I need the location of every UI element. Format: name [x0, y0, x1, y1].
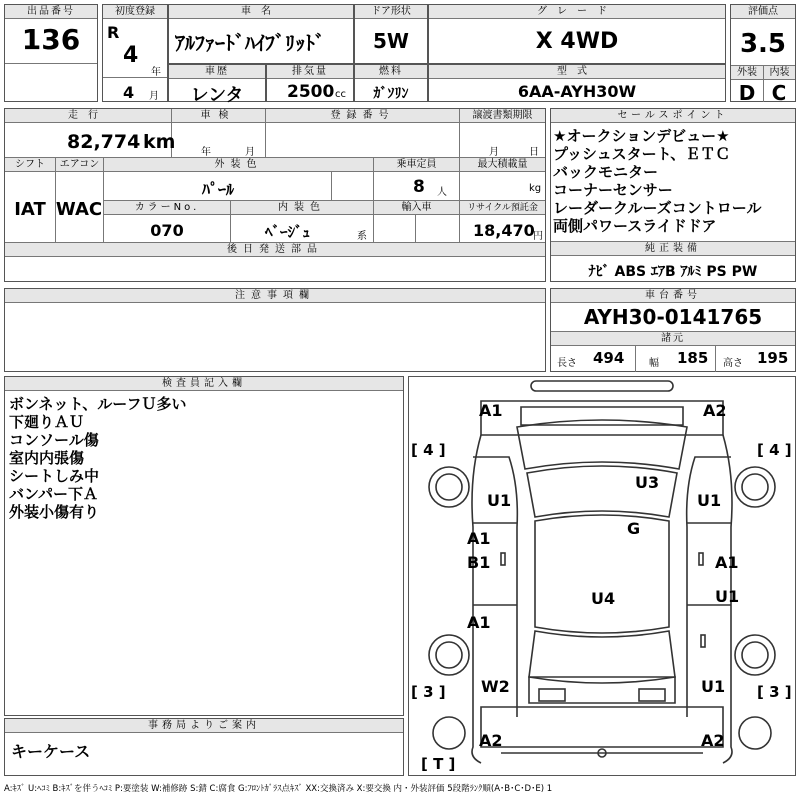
- mark-a1-front-left: A1: [479, 401, 503, 420]
- mark-a2-rear-right: A2: [701, 731, 725, 750]
- displacement-label: 排気量: [267, 65, 353, 79]
- inspector-line: 室内内張傷: [9, 449, 85, 467]
- reg-no-label: 登録番号: [265, 109, 459, 123]
- color-no-label: カラーNo.: [104, 201, 230, 215]
- height-label: 高さ: [723, 358, 743, 369]
- ext-color-label: 外装色: [103, 158, 373, 172]
- sales-point-item: ★オークションデビュー★: [553, 127, 730, 145]
- capacity-label: 乗車定員: [373, 158, 459, 172]
- door-value: 5W: [373, 29, 409, 53]
- sales-points-box: [550, 108, 796, 282]
- model-label: 型式: [429, 65, 725, 79]
- month-value: 4: [123, 83, 135, 102]
- displacement-box: [266, 64, 354, 102]
- sales-points-label: セールスポイント: [551, 109, 795, 123]
- car-outline: [409, 377, 795, 775]
- sales-point-item: バックモニター: [553, 163, 659, 181]
- score-value: 3.5: [739, 29, 787, 59]
- month-unit: 月: [149, 91, 159, 102]
- tire-rear-left: [ 3 ]: [411, 683, 446, 701]
- shift-value: IAT: [14, 199, 46, 220]
- lot-box: [4, 4, 98, 102]
- tire-spare: [ T ]: [421, 755, 456, 773]
- grade-box: [428, 4, 726, 64]
- era-value: R: [107, 23, 120, 42]
- chassis-box: [550, 288, 796, 372]
- inspector-line: 下廻りＡＵ: [9, 413, 85, 431]
- inspector-line: シートしみ中: [9, 467, 100, 485]
- year-value: 4: [123, 43, 139, 68]
- legend: A:ｷｽﾞ U:ﾍｺﾐ B:ｷｽﾞを伴うﾍｺﾐ P:要塗装 W:補修跡 S:錆 C:腐食 G:ﾌﾛﾝﾄｶﾞﾗｽ点ｷｽﾞ XX:交換済み X:要交換 内・外装評価 5段階ﾗﾝｸ順(A･B･C･D･E) 1: [4, 784, 553, 794]
- mid-block: [4, 108, 546, 282]
- height-value: 195: [757, 349, 789, 367]
- inspector-line: バンパー下Ａ: [9, 485, 98, 503]
- lot-value: 136: [21, 23, 81, 56]
- int-grade-label: 内装: [763, 66, 795, 80]
- model-value: 6AA-AYH30W: [517, 82, 637, 101]
- max-load-label: 最大積載量: [459, 158, 545, 172]
- width-value: 185: [677, 349, 709, 367]
- sales-point-item: 両側パワースライドドア: [553, 217, 717, 235]
- fuel-box: [354, 64, 428, 102]
- int-grade-value: C: [771, 81, 787, 105]
- inspector-line: コンソール傷: [9, 431, 99, 449]
- sales-points-list: [553, 127, 793, 235]
- sales-point-item: プッシュスタート、ＥＴＣ: [553, 145, 731, 163]
- mark-a1-left-lower: A1: [467, 613, 491, 632]
- mark-a2-rear-left: A2: [479, 731, 503, 750]
- transfer-day-unit: 日: [529, 147, 539, 158]
- ext-grade-value: D: [738, 81, 756, 105]
- mark-u3: U3: [635, 473, 660, 492]
- door-box: [354, 4, 428, 64]
- int-color-unit: 系: [357, 231, 367, 242]
- ac-label: エアコン: [55, 158, 103, 172]
- recycle-label: リサイクル預託金: [459, 201, 545, 215]
- tire-front-right: [ 4 ]: [757, 441, 792, 459]
- office-label: 事務局よりご案内: [5, 719, 403, 733]
- inspector-line: 外装小傷有り: [9, 503, 100, 521]
- mileage-unit: km: [143, 131, 176, 153]
- displacement-value: 2500: [287, 82, 335, 102]
- sales-point-item: レーダークルーズコントロール: [553, 199, 762, 217]
- mark-w2: W2: [481, 677, 510, 696]
- length-label: 長さ: [557, 358, 577, 369]
- score-label: 評価点: [731, 5, 795, 19]
- car-name-box: [168, 4, 354, 64]
- tire-front-left: [ 4 ]: [411, 441, 446, 459]
- office-box: [4, 718, 404, 776]
- inspection-year-unit: 年: [201, 147, 211, 158]
- mileage-value: 82,774: [67, 131, 141, 153]
- chassis-label: 車台番号: [551, 289, 795, 303]
- car-name-label: 車名: [169, 5, 353, 19]
- lot-label: 出品番号: [5, 5, 97, 19]
- mark-u4: U4: [591, 589, 616, 608]
- history-box: [168, 64, 266, 106]
- office-value: キーケース: [11, 742, 91, 761]
- history-label: 車歴: [169, 65, 265, 79]
- fuel-value: ｶﾞｿﾘﾝ: [373, 86, 409, 102]
- capacity-value: 8: [413, 177, 425, 197]
- import-label: 輸入車: [373, 201, 459, 215]
- mark-a2-front-right: A2: [703, 401, 727, 420]
- length-value: 494: [593, 349, 625, 367]
- inspector-box: [4, 376, 404, 716]
- color-no-value: 070: [150, 221, 184, 240]
- notes-box: [4, 288, 546, 372]
- mark-u1-rear-right: U1: [701, 677, 726, 696]
- inspector-notes: [9, 395, 399, 521]
- equipment-label: 純正装備: [551, 242, 795, 256]
- car-name-value: ｱﾙﾌｧｰﾄﾞﾊｲﾌﾞﾘｯﾄﾞ: [175, 31, 325, 55]
- mark-u1-right-door: U1: [715, 587, 740, 606]
- fuel-label: 燃料: [355, 65, 427, 79]
- chassis-value: AYH30-0141765: [583, 305, 763, 329]
- grade-label: グレード: [429, 5, 725, 19]
- model-box: [428, 64, 726, 102]
- mark-a1-right: A1: [715, 553, 739, 572]
- history-value: レンタ: [190, 85, 244, 106]
- int-color-label: 内装色: [230, 201, 373, 215]
- header-block: [4, 4, 796, 104]
- displacement-unit: cc: [335, 89, 346, 100]
- recycle-unit: 円: [533, 231, 543, 242]
- width-label: 幅: [649, 358, 659, 369]
- ext-grade-label: 外装: [731, 66, 763, 80]
- inspection-label: 車検: [171, 109, 265, 123]
- year-unit: 年: [151, 67, 161, 78]
- shift-label: シフト: [5, 158, 55, 172]
- mark-g: G: [627, 519, 641, 538]
- car-diagram: [408, 376, 796, 776]
- ac-value: WAC: [55, 199, 103, 220]
- later-parts-label: 後日発送部品: [5, 243, 545, 257]
- mark-b1-left: B1: [467, 553, 491, 572]
- sales-point-item: コーナーセンサー: [553, 181, 673, 199]
- door-label: ドア形状: [355, 5, 427, 19]
- equipment-value: ﾅﾋﾞ ABS ｴｱB ｱﾙﾐ PS PW: [588, 264, 758, 280]
- score-box: [730, 4, 796, 105]
- ext-color-value: ﾊﾟｰﾙ: [201, 180, 234, 199]
- transfer-deadline-label: 譲渡書類期限: [459, 109, 545, 123]
- spec-label: 諸元: [551, 332, 795, 346]
- recycle-value: 18,470: [473, 221, 535, 240]
- mileage-label: 走行: [5, 109, 171, 123]
- inspector-label: 検査員記入欄: [5, 377, 403, 391]
- grade-value: X 4WD: [535, 29, 619, 54]
- capacity-unit: 人: [437, 187, 447, 198]
- tire-rear-right: [ 3 ]: [757, 683, 792, 701]
- int-color-value: ﾍﾞｰｼﾞｭ: [265, 223, 311, 241]
- inspector-line: ボンネット、ルーフＵ多い: [9, 395, 187, 413]
- mark-a1-left-door: A1: [467, 529, 491, 548]
- first-reg-label: 初度登録: [103, 5, 167, 19]
- first-reg-box: [102, 4, 168, 102]
- max-load-unit: kg: [529, 183, 542, 194]
- notes-label: 注意事項欄: [5, 289, 545, 303]
- inspection-month-unit: 月: [245, 147, 255, 158]
- transfer-month-unit: 月: [489, 147, 499, 158]
- mark-u1-right: U1: [697, 491, 722, 510]
- mark-u1-left: U1: [487, 491, 512, 510]
